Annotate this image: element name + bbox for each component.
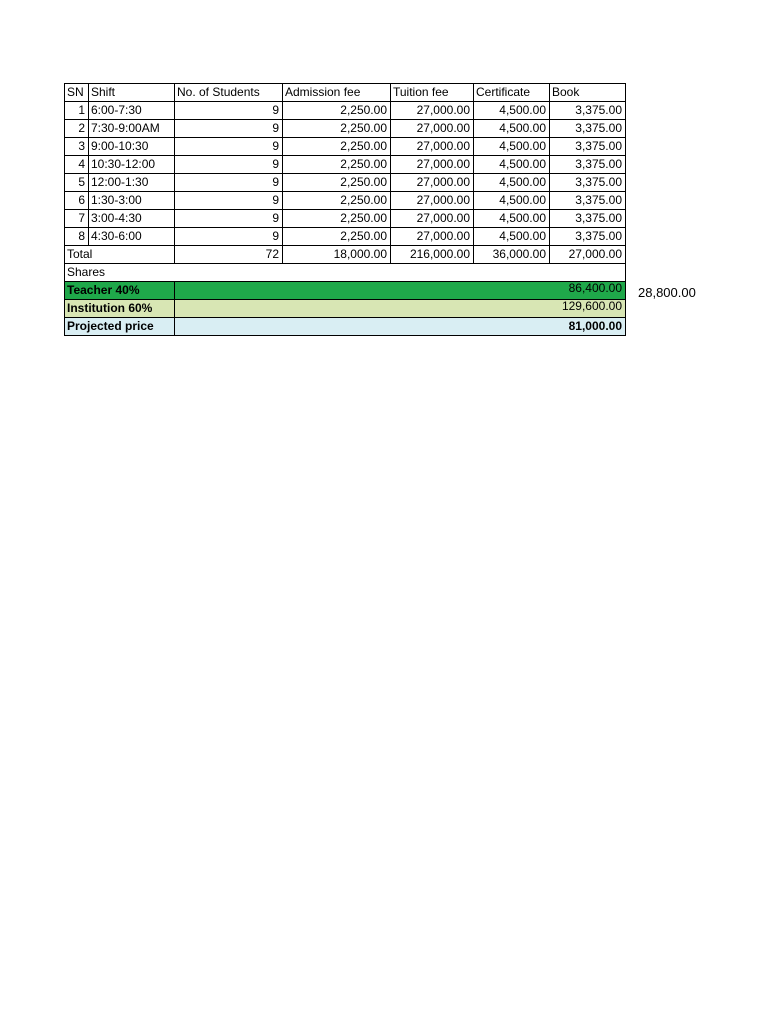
cell-students: 9 (175, 210, 283, 228)
cell-tuition: 27,000.00 (391, 120, 474, 138)
header-shift: Shift (89, 84, 175, 102)
header-admission: Admission fee (283, 84, 391, 102)
table-row (65, 174, 626, 192)
cell-students: 9 (175, 138, 283, 156)
projected-price-value: 81,000.00 (175, 318, 626, 336)
teacher-share-label: Teacher 40% (65, 282, 175, 300)
projected-price-label: Projected price (65, 318, 175, 336)
table-row (65, 102, 626, 120)
header-students: No. of Students (175, 84, 283, 102)
cell-sn: 4 (65, 156, 89, 174)
cell-admission: 2,250.00 (283, 156, 391, 174)
cell-tuition: 27,000.00 (391, 138, 474, 156)
cell-sn: 5 (65, 174, 89, 192)
cell-students: 9 (175, 102, 283, 120)
cell-shift: 6:00-7:30 (89, 102, 175, 120)
table-row (65, 156, 626, 174)
teacher-share-row (65, 282, 626, 300)
cell-certificate: 4,500.00 (474, 138, 550, 156)
cell-students: 9 (175, 156, 283, 174)
cell-sn: 3 (65, 138, 89, 156)
total-tuition: 216,000.00 (391, 246, 474, 264)
cell-shift: 4:30-6:00 (89, 228, 175, 246)
cell-admission: 2,250.00 (283, 138, 391, 156)
total-label: Total (65, 246, 175, 264)
cell-admission: 2,250.00 (283, 120, 391, 138)
shares-label: Shares (65, 264, 626, 282)
cell-shift: 10:30-12:00 (89, 156, 175, 174)
header-row (65, 84, 626, 102)
cell-certificate: 4,500.00 (474, 156, 550, 174)
table-row (65, 192, 626, 210)
total-students: 72 (175, 246, 283, 264)
cell-students: 9 (175, 120, 283, 138)
cell-students: 9 (175, 174, 283, 192)
cell-tuition: 27,000.00 (391, 156, 474, 174)
header-certificate: Certificate (474, 84, 550, 102)
cell-sn: 2 (65, 120, 89, 138)
cell-certificate: 4,500.00 (474, 174, 550, 192)
cell-admission: 2,250.00 (283, 228, 391, 246)
cell-students: 9 (175, 192, 283, 210)
cell-tuition: 27,000.00 (391, 102, 474, 120)
fee-table (64, 83, 626, 336)
institution-share-row (65, 300, 626, 318)
cell-shift: 3:00-4:30 (89, 210, 175, 228)
cell-admission: 2,250.00 (283, 174, 391, 192)
table-row (65, 120, 626, 138)
cell-book: 3,375.00 (550, 120, 626, 138)
cell-book: 3,375.00 (550, 156, 626, 174)
cell-sn: 1 (65, 102, 89, 120)
cell-book: 3,375.00 (550, 138, 626, 156)
cell-admission: 2,250.00 (283, 102, 391, 120)
cell-certificate: 4,500.00 (474, 210, 550, 228)
total-book: 27,000.00 (550, 246, 626, 264)
cell-admission: 2,250.00 (283, 192, 391, 210)
cell-certificate: 4,500.00 (474, 192, 550, 210)
cell-sn: 8 (65, 228, 89, 246)
institution-share-label: Institution 60% (65, 300, 175, 318)
total-row (65, 246, 626, 264)
cell-certificate: 4,500.00 (474, 120, 550, 138)
shares-row (65, 264, 626, 282)
header-book: Book (550, 84, 626, 102)
cell-sn: 6 (65, 192, 89, 210)
cell-tuition: 27,000.00 (391, 174, 474, 192)
cell-shift: 7:30-9:00AM (89, 120, 175, 138)
table-row (65, 228, 626, 246)
cell-certificate: 4,500.00 (474, 228, 550, 246)
cell-book: 3,375.00 (550, 102, 626, 120)
cell-shift: 12:00-1:30 (89, 174, 175, 192)
header-sn: SN (65, 84, 89, 102)
cell-tuition: 27,000.00 (391, 210, 474, 228)
cell-sn: 7 (65, 210, 89, 228)
total-certificate: 36,000.00 (474, 246, 550, 264)
cell-book: 3,375.00 (550, 174, 626, 192)
cell-admission: 2,250.00 (283, 210, 391, 228)
teacher-share-value: 86,400.00 (175, 282, 626, 300)
projected-price-row (65, 318, 626, 336)
institution-share-value: 129,600.00 (175, 300, 626, 318)
cell-students: 9 (175, 228, 283, 246)
cell-shift: 1:30-3:00 (89, 192, 175, 210)
side-value: 28,800.00 (638, 285, 696, 300)
cell-shift: 9:00-10:30 (89, 138, 175, 156)
cell-certificate: 4,500.00 (474, 102, 550, 120)
cell-tuition: 27,000.00 (391, 192, 474, 210)
table-row (65, 210, 626, 228)
cell-tuition: 27,000.00 (391, 228, 474, 246)
header-tuition: Tuition fee (391, 84, 474, 102)
total-admission: 18,000.00 (283, 246, 391, 264)
cell-book: 3,375.00 (550, 228, 626, 246)
cell-book: 3,375.00 (550, 192, 626, 210)
table-row (65, 138, 626, 156)
cell-book: 3,375.00 (550, 210, 626, 228)
